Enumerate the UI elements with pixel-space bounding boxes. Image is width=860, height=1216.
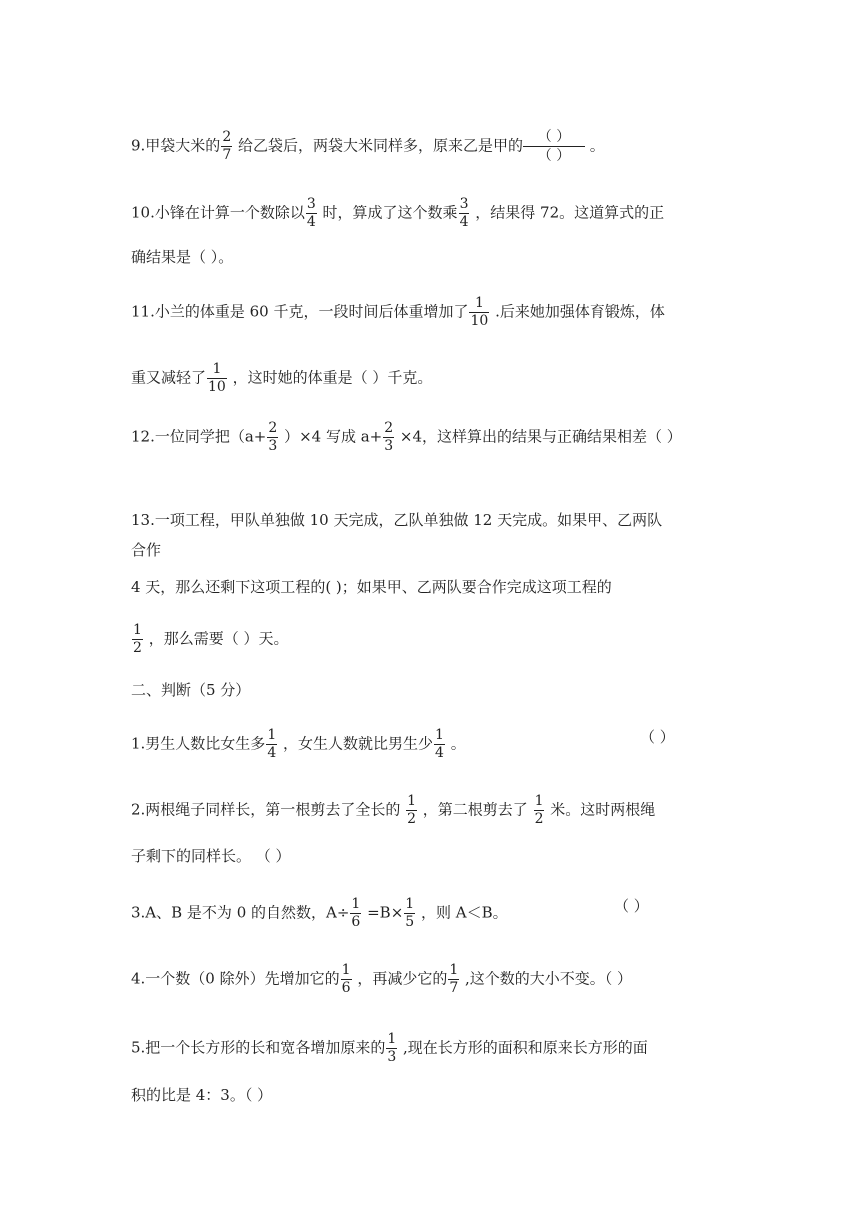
question-10-line2: 确结果是（ ）。 — [131, 248, 234, 266]
q12-text-c: ×4，这样算出的结果与正确结果相差（ ） — [395, 427, 682, 446]
denominator: 6 — [351, 914, 361, 930]
q11-text-c: 重又减轻了 — [131, 368, 207, 387]
numerator: 1 — [449, 962, 459, 978]
q12-text-b: ）×4 写成 a+ — [279, 427, 383, 446]
answer-blank-fraction[interactable] — [523, 128, 585, 165]
judge-5 — [131, 1031, 648, 1066]
q13-text-d: ，那么需要（ ）天。 — [143, 629, 289, 648]
question-10 — [131, 196, 664, 231]
numerator: 1 — [474, 295, 484, 311]
q12-text-a: 12.一位同学把（a+ — [131, 427, 267, 446]
blank-numerator: （ ） — [537, 129, 571, 145]
fraction — [459, 196, 470, 231]
judge-1 — [131, 727, 466, 762]
numerator: 1 — [534, 793, 544, 809]
q9-text-c: 。 — [585, 136, 605, 155]
j1-text-a: 1.男生人数比女生多 — [131, 734, 266, 753]
fraction — [207, 361, 227, 396]
judge-3 — [131, 896, 508, 931]
question-11-line2 — [131, 361, 432, 396]
q11-text-b: .后来她加强体育锻炼，体 — [490, 302, 665, 321]
fraction — [221, 129, 232, 164]
fraction — [434, 727, 445, 762]
fraction — [386, 1031, 397, 1066]
j4-text-b: ，再减少它的 — [352, 969, 448, 988]
denominator: 10 — [208, 379, 226, 395]
fraction — [350, 896, 361, 931]
fraction — [267, 420, 278, 455]
j2-text-a: 2.两根绳子同样长，第一根剪去了全长的 — [131, 800, 406, 819]
fraction — [534, 793, 545, 828]
denominator: 5 — [405, 914, 415, 930]
question-12 — [131, 420, 682, 455]
denominator: 7 — [449, 980, 459, 996]
j3-text-c: ，则 A＜B。 — [416, 903, 508, 922]
j2-text-b: ，第二根剪去了 — [418, 800, 533, 819]
fraction — [448, 962, 459, 997]
numerator: 2 — [222, 129, 232, 145]
question-13-line2: 合作 — [131, 541, 162, 559]
numerator: 1 — [133, 622, 142, 638]
j1-text-b: ，女生人数就比男生少 — [278, 734, 434, 753]
denominator: 10 — [470, 313, 489, 329]
numerator: 2 — [268, 420, 278, 436]
denominator: 3 — [384, 438, 394, 454]
fraction — [469, 295, 489, 330]
numerator: 3 — [459, 196, 469, 212]
numerator: 1 — [267, 727, 277, 743]
denominator: 3 — [268, 438, 278, 454]
question-13: 13.一项工程，甲队单独做 10 天完成，乙队单独做 12 天完成。如果甲、乙两队 — [131, 511, 663, 529]
question-13-line4 — [131, 622, 288, 657]
denominator: 4 — [267, 745, 277, 761]
numerator: 1 — [351, 896, 361, 912]
numerator: 1 — [407, 793, 417, 809]
numerator: 1 — [435, 727, 444, 743]
denominator: 2 — [133, 640, 142, 656]
fraction — [383, 420, 394, 455]
numerator: 1 — [405, 896, 415, 912]
j4-text-c: ,这个数的大小不变。（ ） — [460, 969, 633, 988]
q9-text-b: 给乙袋后，两袋大米同样多，原来乙是甲的 — [233, 136, 524, 155]
q10-text-c: ，结果得 72。这道算式的正 — [470, 203, 665, 222]
section-title: 二、判断（5 分） — [131, 681, 251, 699]
denominator: 7 — [222, 147, 232, 163]
q11-text-a: 11.小兰的体重是 60 千克，一段时间后体重增加了 — [131, 302, 469, 321]
numerator: 2 — [384, 420, 394, 436]
fraction — [266, 727, 277, 762]
j5-text-a: 5.把一个长方形的长和宽各增加原来的 — [131, 1038, 386, 1057]
q9-text-a: 9.甲袋大米的 — [131, 136, 221, 155]
numerator: 1 — [212, 361, 222, 377]
fraction — [132, 622, 143, 657]
fraction — [406, 793, 417, 828]
numerator: 1 — [341, 962, 351, 978]
blank-denominator: （ ） — [537, 148, 571, 164]
denominator: 2 — [407, 811, 417, 827]
j4-text-a: 4.一个数（0 除外）先增加它的 — [131, 969, 340, 988]
judge-2 — [131, 793, 655, 828]
denominator: 4 — [435, 745, 444, 761]
question-11 — [131, 295, 665, 330]
judge-4 — [131, 962, 632, 997]
numerator: 1 — [387, 1031, 397, 1047]
numerator: 3 — [306, 196, 316, 212]
j2-text-c: 米。这时两根绳 — [545, 800, 656, 819]
q10-text-b: 时，算成了这个数乘 — [317, 203, 458, 222]
denominator: 4 — [459, 214, 469, 230]
judge-3-answer-paren[interactable]: （ ） — [614, 897, 649, 915]
denominator: 2 — [534, 811, 544, 827]
fraction — [404, 896, 415, 931]
fraction — [306, 196, 317, 231]
denominator: 4 — [306, 214, 316, 230]
j5-text-b: ,现在长方形的面积和原来长方形的面 — [398, 1038, 648, 1057]
judge-2-line2: 子剩下的同样长。 （ ） — [131, 847, 291, 865]
q11-text-d: ，这时她的体重是（ ）千克。 — [227, 368, 433, 387]
q10-text-a: 10.小锋在计算一个数除以 — [131, 203, 305, 222]
question-9 — [131, 128, 605, 165]
denominator: 3 — [387, 1049, 397, 1065]
judge-1-answer-paren[interactable]: （ ） — [640, 728, 675, 746]
fraction — [341, 962, 352, 997]
judge-5-line2: 积的比是 4：3。（ ） — [131, 1086, 273, 1104]
denominator: 6 — [341, 980, 351, 996]
j1-text-c: 。 — [445, 734, 466, 753]
j3-text-b: =B× — [362, 903, 404, 922]
question-13-line3: 4 天，那么还剩下这项工程的( )；如果甲、乙两队要合作完成这项工程的 — [131, 578, 612, 596]
j3-text-a: 3.A、B 是不为 0 的自然数，A÷ — [131, 903, 350, 922]
